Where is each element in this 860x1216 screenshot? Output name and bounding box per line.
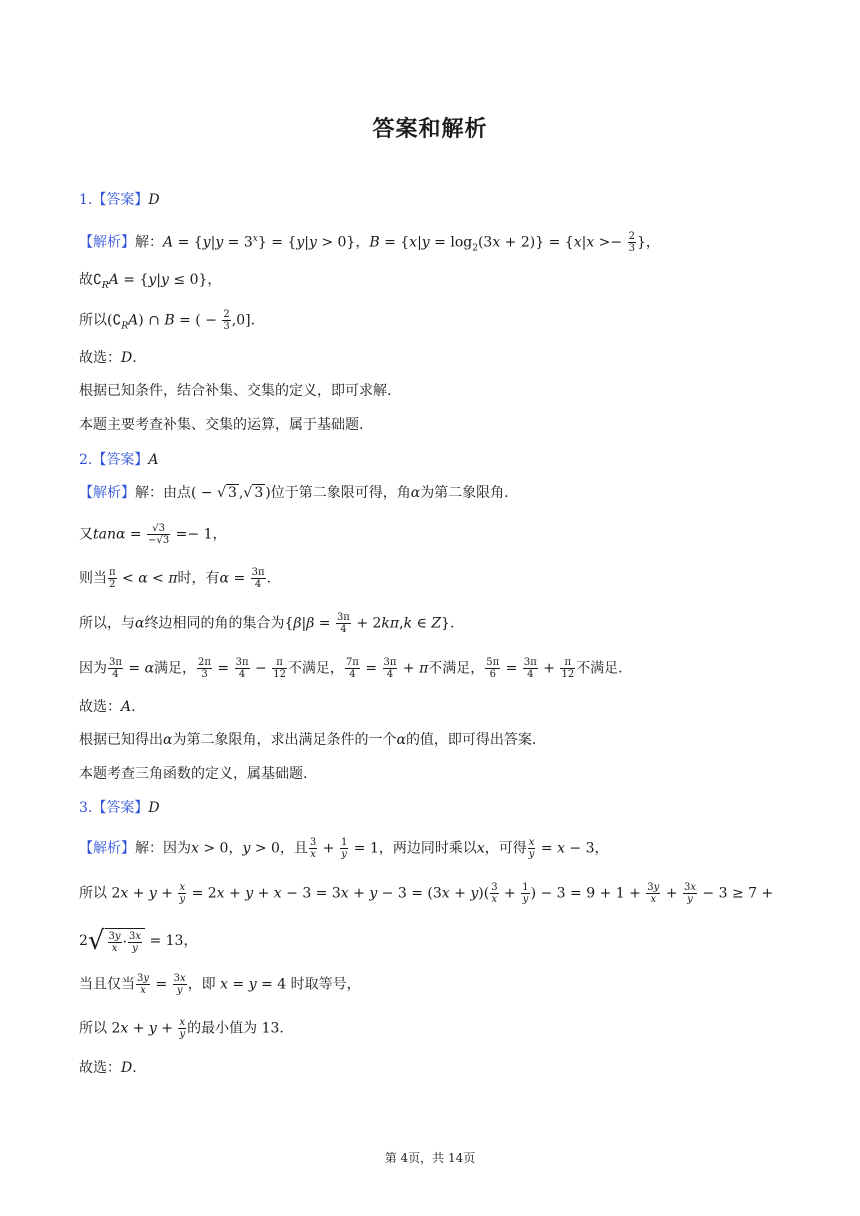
q2-analysis-line-4: 所以，与α终边相同的角的集合为{β|β = $\frac{3\pi}{4}$ + 2kπ,k ∈ Z}. bbox=[79, 612, 455, 635]
q3-analysis-line-2: 所以 2x + y + $\frac{x}{y}$ = 2x + y + x − 3 = 3x + y − 3 = (3x + y)( $\frac{3}{x}$ + $\frac{1}{y}$ ) − 3 = 9 + 1 + $\frac{3y}{x}$ + $\frac{3x}{y}$ − 3 ≥ 7 + bbox=[79, 882, 774, 905]
q3-analysis-line-6: 故选：D. bbox=[79, 1060, 137, 1076]
q1-analysis-line-1: 【解析】解：$A = \{y|y = 3^x\} = \{y|y > 0\}$，$B = \{x|y = \log_2(3x + 2)\} = \{x|x$ >− $\frac{2}{3}$ }， bbox=[79, 231, 660, 255]
q1-analysis-line-4: 故选：D. bbox=[79, 350, 137, 366]
q3-analysis-line-1: 【解析】解：因为x > 0，y > 0，且 $\frac{3}{x}$ + $\frac{1}{y}$ = 1，两边同时乘以x，可得 $\frac{x}{y}$ = x − 3， bbox=[79, 837, 609, 860]
q2-answer-line bbox=[79, 450, 158, 470]
q2-analysis-line-5: 因为 $\frac{3\pi}{4}$ = α满足， $\frac{2\pi}{3}$ = $\frac{3\pi}{4}$ − $\frac{\pi}{12}$ 不满足， $\frac{7\pi}{4}$ = $\frac{3\pi}{4}$ + π不满足， $\frac{5\pi}{6}$ = $\frac{3\pi}{4}$ + $\frac{\pi}{12}$ 不满足. bbox=[79, 657, 623, 680]
q1-analysis-line-6: 本题主要考查补集、交集的运算，属于基础题. bbox=[79, 417, 364, 433]
q3-analysis-line-3: 2√ $\frac{3y}{x}$ · $\frac{3x}{y}$ = 13， bbox=[79, 926, 198, 956]
q1-answer-value: D bbox=[148, 192, 160, 208]
q1-analysis-line-2: 故$∁_RA = \{y|y \le 0\}$， bbox=[79, 272, 222, 291]
q2-analysis-line-3: 则当 $\frac{\pi}{2}$ < α < π时，有α = $\frac{3\pi}{4}$ . bbox=[79, 567, 272, 590]
q3-answer-label: 3.【答案】 bbox=[79, 800, 149, 816]
q1-answer-line bbox=[79, 190, 160, 210]
page-title: 答案和解析 bbox=[372, 117, 488, 142]
q3-analysis-line-5: 所以 2x + y + $\frac{x}{y}$ 的最小值为 13. bbox=[79, 1017, 284, 1040]
q2-analysis-line-7: 根据已知得出α为第二象限角，求出满足条件的一个α的值，即可得出答案. bbox=[79, 732, 537, 748]
q2-analysis-line-1: 【解析】解：由点( − √ 3 ,√ 3 )位于第二象限可得，角α为第二象限角. bbox=[79, 485, 509, 501]
q2-analysis-line-2: 又tanα = $\frac{√3}{-√3}$ =− 1， bbox=[79, 523, 227, 546]
q2-analysis-line-8: 本题考查三角函数的定义，属基础题. bbox=[79, 766, 308, 782]
q3-answer-line bbox=[79, 798, 160, 818]
q2-analysis-line-6: 故选：A. bbox=[79, 699, 136, 715]
q2-answer-label: 2.【答案】 bbox=[79, 452, 149, 468]
page-footer: 第 4页，共 14页 bbox=[384, 1151, 476, 1165]
q3-analysis-line-4: 当且仅当 $\frac{3y}{x}$ = $\frac{3x}{y}$ ，即 x = y = 4 时取等号， bbox=[79, 973, 361, 996]
q3-answer-value: D bbox=[148, 800, 160, 816]
q1-analysis-line-3: 所以$(∁_RA)$ ∩ B = ( − $\frac{2}{3}$ ,0]. bbox=[79, 309, 256, 332]
q1-analysis-line-5: 根据已知条件，结合补集、交集的定义，即可求解. bbox=[79, 383, 392, 399]
q2-answer-value: A bbox=[148, 452, 159, 468]
q1-answer-label: 1.【答案】 bbox=[79, 192, 149, 208]
